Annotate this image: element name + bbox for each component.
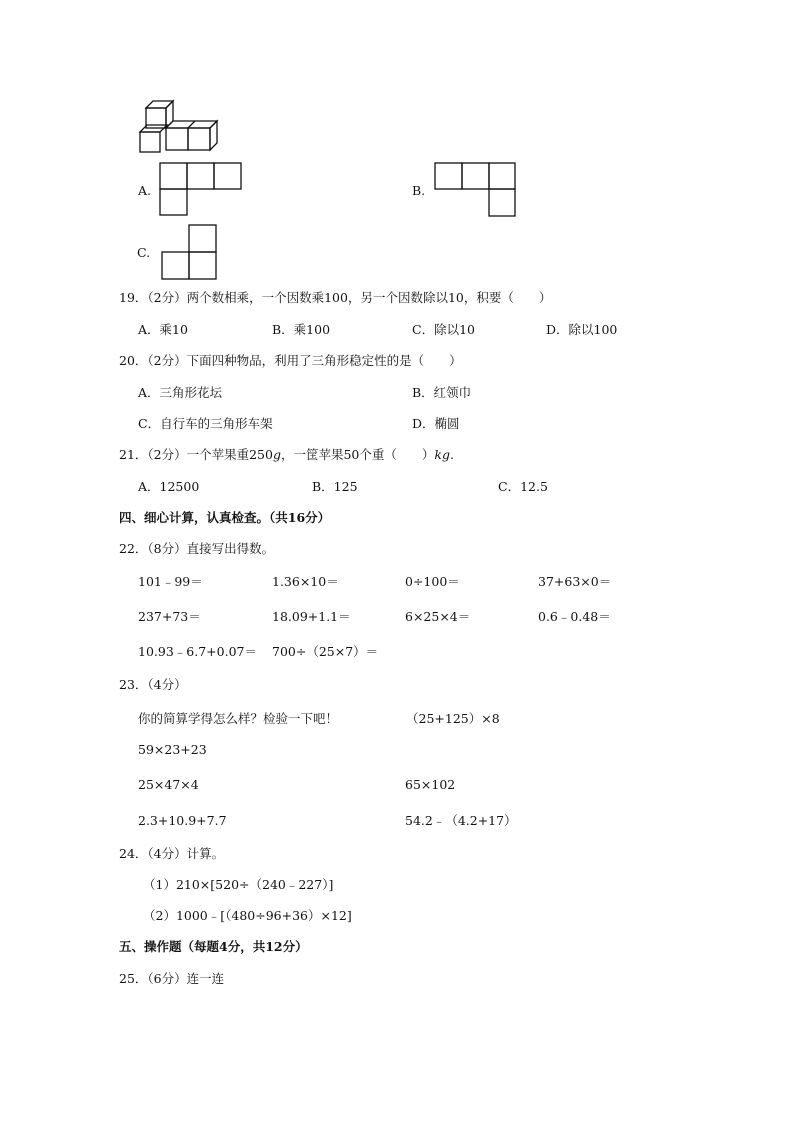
q21-stem-part-b: ，一筐苹果50个重（ ） [280, 447, 435, 462]
q21-option-a: A．12500 [138, 479, 200, 494]
q20-option-d: D．椭圆 [412, 416, 460, 431]
q21-stem-part-a: 21．（2分）一个苹果重250 [119, 447, 273, 462]
q22-item: 10.93﹣6.7+0.07＝ [138, 644, 257, 659]
section-4-heading: 四、细心计算，认真检查。（共16分） [119, 510, 331, 525]
q23-item: 65×102 [405, 777, 456, 792]
q22-stem: 22．（8分）直接写出得数。 [119, 541, 275, 556]
option-a-label: A. [138, 183, 152, 198]
q23-intro: 你的简算学得怎么样？检验一下吧！ [138, 711, 339, 726]
q21-option-c: C．12.5 [498, 479, 548, 494]
q24-item-1: （1）210×[520÷（240﹣227）] [143, 877, 334, 892]
option-b-label: B. [412, 183, 426, 198]
q21-option-b: B．125 [312, 479, 358, 494]
q21-unit-kg: kg [434, 447, 450, 462]
q20-option-c: C．自行车的三角形车架 [138, 416, 273, 431]
option-c-label: C. [137, 245, 151, 260]
q23-item: 2.3+10.9+7.7 [138, 813, 227, 828]
q21-unit-g: g [272, 447, 281, 462]
q23-item: 54.2﹣（4.2+17） [405, 813, 517, 828]
q21-stem-part-c: . [449, 447, 454, 462]
q22-item: 700÷（25×7）＝ [272, 644, 379, 659]
q24-stem: 24．（4分）计算。 [119, 846, 225, 861]
q19-option-c: C．除以10 [412, 322, 475, 337]
q25-stem: 25．（6分）连一连 [119, 971, 225, 986]
q20-option-a: A．三角形花坛 [138, 385, 223, 400]
q20-option-b: B．红领巾 [412, 385, 472, 400]
q23-item: 59×23+23 [138, 742, 207, 757]
q23-item: 25×47×4 [138, 777, 199, 792]
q19-stem: 19．（2分）两个数相乘，一个因数乘100，另一个因数除以10，积要（ ） [119, 290, 552, 305]
q22-item: 101﹣99＝ [138, 574, 203, 589]
q22-item: 18.09+1.1＝ [272, 609, 351, 624]
q22-item: 37+63×0＝ [538, 574, 612, 589]
q19-option-a: A．乘10 [138, 322, 188, 337]
q22-item: 6×25×4＝ [405, 609, 471, 624]
q22-item: 0.6﹣0.48＝ [538, 609, 611, 624]
section-5-heading: 五、操作题（每题4分，共12分） [119, 939, 308, 954]
q22-item: 237+73＝ [138, 609, 201, 624]
q22-item: 0÷100＝ [405, 574, 460, 589]
q19-option-d: D．除以100 [546, 322, 618, 337]
option-c-shape [0, 0, 794, 300]
q24-item-2: （2）1000﹣[（480÷96+36）×12] [143, 908, 352, 923]
q23-item: （25+125）×8 [406, 711, 500, 726]
q19-option-b: B．乘100 [272, 322, 331, 337]
q20-stem: 20．（2分）下面四种物品，利用了三角形稳定性的是（ ） [119, 353, 462, 368]
q21-stem [119, 447, 454, 463]
q22-item: 1.36×10＝ [272, 574, 339, 589]
q23-stem: 23．（4分） [119, 677, 187, 692]
